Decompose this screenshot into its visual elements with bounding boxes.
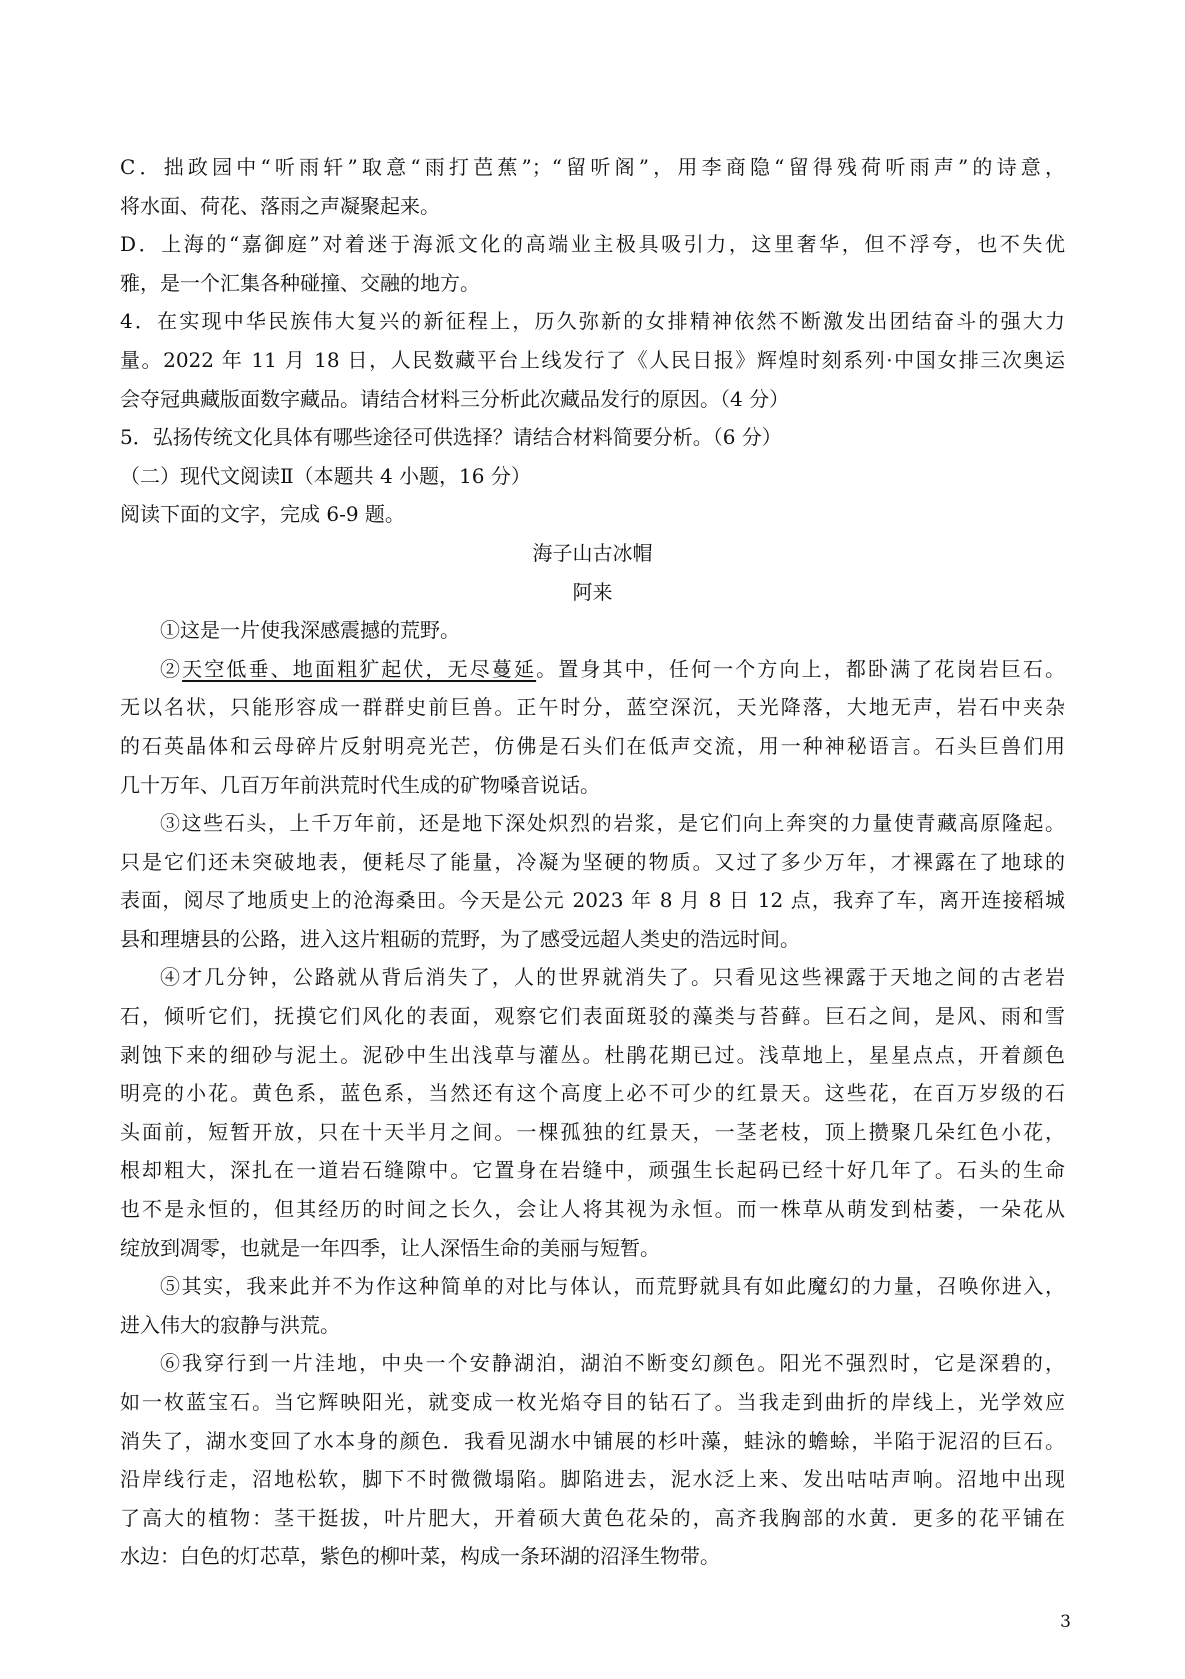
paragraph-6-line-5: 了高大的植物：茎干挺拔，叶片肥大，开着硕大黄色花朵的，高齐我胸部的水黄．更多的花平铺在 [120,1505,1065,1530]
question-4-line-2: 量。2022 年 11 月 18 日，人民数藏平台上线发行了《人民日报》辉煌时刻系列·中国女排三次奥运 [120,347,1065,372]
option-d-line-2: 雅，是一个汇集各种碰撞、交融的地方。 [120,270,480,295]
option-c-line-1: C．拙政园中“听雨轩”取意“雨打芭蕉”；“留听阁”，用李商隐“留得残荷听雨声”的诗意， [120,155,1065,179]
paragraph-6-line-3: 消失了，湖水变回了水本身的颜色．我看见湖水中铺展的杉叶藻，蛙泳的蟾蜍，半陷于泥沼的巨石。 [120,1428,1065,1453]
question-4-line-1: 4．在实现中华民族伟大复兴的新征程上，历久弥新的女排精神依然不断激发出团结奋斗的强大力 [120,309,1065,334]
article-author: 阿来 [572,579,613,604]
paragraph-6-line-4: 沿岸线行走，沼地松软，脚下不时微微塌陷。脚陷进去，泥水泛上来、发出咕咕声响。沼地中出现 [120,1467,1065,1492]
paragraph-5-line-2: 进入伟大的寂静与洪荒。 [120,1312,340,1337]
question-5: 5．弘扬传统文化具体有哪些途径可供选择？请结合材料简要分析。（6 分） [120,425,782,450]
paragraph-2-line-4: 几十万年、几百万年前洪荒时代生成的矿物嗓音说话。 [120,772,600,797]
option-d-line-1: D．上海的“嘉御庭”对着迷于海派文化的高端业主极具吸引力，这里奢华，但不浮夸，也不失优 [120,232,1065,257]
paragraph-6-line-1: ⑥我穿行到一片洼地，中央一个安静湖泊，湖泊不断变幻颜色。阳光不强烈时，它是深碧的， [160,1351,1065,1376]
paragraph-number: ② [160,656,183,681]
section-heading: （二）现代文阅读Ⅱ（本题共 4 小题，16 分） [120,463,531,488]
paragraph-6-line-6: 水边：白色的灯芯草，紫色的柳叶菜，构成一条环湖的沼泽生物带。 [120,1544,720,1569]
reading-instruction: 阅读下面的文字，完成 6-9 题。 [120,502,405,527]
paragraph-3-line-4: 县和理塘县的公路，进入这片粗砺的荒野，为了感受远超人类史的浩远时间。 [120,926,800,951]
paragraph-4-line-3: 剥蚀下来的细砂与泥土。泥砂中生出浅草与灌丛。杜鹃花期已过。浅草地上，星星点点，开着颜色 [120,1042,1065,1067]
paragraph-2-line-1 [120,650,1065,689]
paragraph-4-line-5: 头面前，短暂开放，只在十天半月之间。一棵孤独的红景天，一茎老枝，顶上攒聚几朵红色小花， [120,1119,1065,1144]
paragraph-6-line-2: 如一枚蓝宝石。当它辉映阳光，就变成一枚光焰夺目的钻石了。当我走到曲折的岸线上，光学效应 [120,1390,1065,1414]
paragraph-2-line-2: 无以名状，只能形容成一群群史前巨兽。正午时分，蓝空深沉，天光降落，大地无声，岩石中夹杂 [120,695,1065,720]
paragraph-2-line-3: 的石英晶体和云母碎片反射明亮光芒，仿佛是石头们在低声交流，用一种神秘语言。石头巨兽们用 [120,733,1065,758]
paragraph-3-line-2: 只是它们还未突破地表，便耗尽了能量，冷凝为坚硬的物质。又过了多少万年，才裸露在了地球的 [120,849,1065,874]
document-page [120,148,1065,1576]
paragraph-4-line-2: 石，倾听它们，抚摸它们风化的表面，观察它们表面斑驳的藻类与苔藓。巨石之间，是风、雨和雪 [120,1004,1065,1029]
paragraph-1: ①这是一片使我深感震撼的荒野。 [160,618,460,643]
paragraph-2-line-1-rest: 。置身其中，任何一个方向上，都卧满了花岗岩巨石。 [536,656,1065,681]
paragraph-5-line-1: ⑤其实，我来此并不为作这种简单的对比与体认，而荒野就具有如此魔幻的力量，召唤你进入， [160,1274,1065,1299]
paragraph-4-line-1: ④才几分钟，公路就从背后消失了，人的世界就消失了。只看见这些裸露于天地之间的古老岩 [160,965,1065,990]
paragraph-4-line-4: 明亮的小花。黄色系，蓝色系，当然还有这个高度上必不可少的红景天。这些花，在百万岁级的石 [120,1081,1065,1106]
question-4-line-3: 会夺冠典藏版面数字藏品。请结合材料三分析此次藏品发行的原因。（4 分） [120,386,790,411]
paragraph-4-line-7: 也不是永恒的，但其经历的时间之长久，会让人将其视为永恒。而一株草从萌发到枯萎，一朵花从 [120,1197,1065,1222]
paragraph-4-line-6: 根却粗大，深扎在一道岩石缝隙中。它置身在岩缝中，顽强生长起码已经十好几年了。石头的生命 [120,1158,1065,1183]
paragraph-3-line-1: ③这些石头，上千万年前，还是地下深处炽烈的岩浆，是它们向上奔突的力量使青藏高原隆起。 [160,811,1065,836]
option-c-line-2: 将水面、荷花、落雨之声凝聚起来。 [120,193,440,218]
paragraph-3-line-3: 表面，阅尽了地质史上的沧海桑田。今天是公元 2023 年 8 月 8 日 12 点，我弃了车，离开连接稻城 [120,888,1065,913]
paragraph-4-line-8: 绽放到凋零，也就是一年四季，让人深悟生命的美丽与短暂。 [120,1235,660,1260]
underlined-sentence: 天空低垂、地面粗犷起伏，无尽蔓延 [182,656,537,681]
page-number: 3 [1060,1612,1071,1632]
article-title: 海子山古冰帽 [532,540,653,565]
